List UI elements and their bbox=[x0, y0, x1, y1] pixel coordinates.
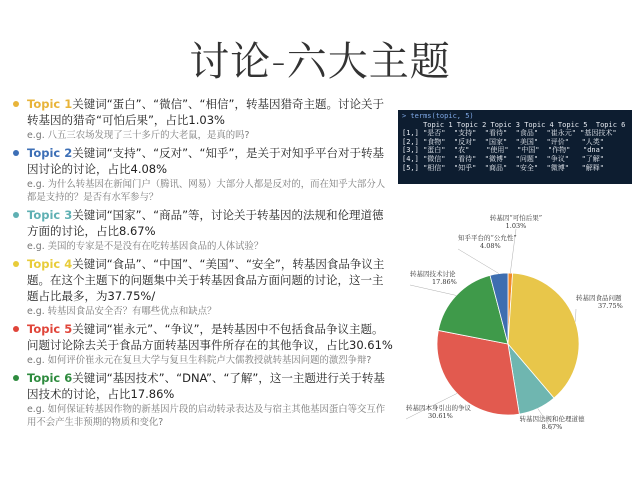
topic-example: e.g. 如何保证转基因作物的新基因片段的启动转录表达及与宿主其他基因蛋白等交互作用不会产生非预期的物质和变化? bbox=[27, 404, 386, 428]
console-row: [1,] "是否" "支持" "看待" "食品" "崔永元" "基因技术" bbox=[402, 129, 617, 138]
topic-text: 关键词“基因技术”、“DNA”、“了解”，这一主题进行关于转基因技术的讨论，占比17.86% bbox=[27, 371, 385, 401]
console-row: [4,] "微信" "看待" "微博" "问题" "争议" "了解" bbox=[402, 154, 605, 163]
topic-item bbox=[13, 321, 393, 367]
topic-item bbox=[13, 256, 393, 318]
topic-tag: Topic 2 bbox=[27, 146, 73, 160]
pie-slice-label: 转基因本身引出的争议 bbox=[406, 404, 471, 412]
topic-item bbox=[13, 370, 393, 429]
r-console-output bbox=[398, 110, 632, 184]
bullet-icon bbox=[13, 212, 19, 218]
topic-description bbox=[27, 321, 393, 353]
bullet-icon bbox=[13, 101, 19, 107]
topic-item bbox=[13, 96, 393, 142]
topic-example: e.g. 八五三农场发现了三十多斤的大老鼠，是真的吗? bbox=[27, 130, 250, 141]
pie-leader-line bbox=[458, 249, 499, 274]
topic-description bbox=[27, 256, 393, 304]
pie-slice-value: 30.61% bbox=[428, 412, 453, 420]
pie-slice-label: 知乎平台的“公允性” bbox=[458, 234, 517, 242]
topic-item bbox=[13, 145, 393, 204]
topic-list bbox=[13, 96, 393, 432]
pie-slice-value: 8.67% bbox=[541, 423, 563, 431]
pie-slice-label: 转基因技术讨论 bbox=[410, 270, 456, 278]
pie-leader-line bbox=[410, 285, 456, 295]
topic-pie-chart bbox=[400, 200, 640, 450]
pie-slice-label: 转基因食品问题 bbox=[576, 294, 622, 302]
topic-description bbox=[27, 370, 393, 402]
bullet-icon bbox=[13, 326, 19, 332]
topic-example: e.g. 美国的专家是不是没有在吃转基因食品的人体试验？ bbox=[27, 241, 264, 252]
bullet-icon bbox=[13, 150, 19, 156]
topic-tag: Topic 1 bbox=[27, 97, 73, 111]
pie-slice-value: 17.86% bbox=[432, 278, 457, 286]
pie-slice-label: 转基因法规和伦理道德 bbox=[519, 415, 585, 423]
console-row: [3,] "蛋白" "农" "使用" "中国" "作物" "dna" bbox=[402, 146, 605, 155]
topic-description bbox=[27, 96, 393, 128]
topic-text: 关键词“崔永元”、“争议”，是转基因中不包括食品争议主题。问题讨论除去关于食品方面转基因事件所存在的其他争议，占比30.61% bbox=[27, 322, 393, 352]
console-command: > terms(topic, 5) bbox=[402, 112, 474, 120]
topic-example: e.g. 转基因食品安全否？有哪些优点和缺点？ bbox=[27, 306, 217, 317]
pie-leader-line bbox=[575, 309, 576, 322]
console-row: [2,] "食物" "反对" "国家" "美国" "评价" "人类" bbox=[402, 137, 605, 146]
topic-text: 关键词“蛋白”、“微信”、“相信”，转基因猎奇主题。讨论关于转基因的猎奇“可怕后果”，占比1.03% bbox=[27, 97, 384, 127]
topic-text: 关键词“食品”、“中国”、“美国”、“安全”，转基因食品争议主题。在这个主题下的问题集中关于转基因食品方面问题的讨论，这一主题占比最多，为37.75%/ bbox=[27, 257, 385, 303]
pie-slice-label: 转基因“可怕后果” bbox=[489, 214, 543, 222]
console-row: [5,] "相信" "知乎" "商品" "安全" "微博" "解释" bbox=[402, 163, 605, 172]
topic-example: e.g. 如何评价崔永元在复旦大学与复旦生科院卢大儒教授就转基因问题的激烈争辩? bbox=[27, 355, 372, 366]
bullet-icon bbox=[13, 261, 19, 267]
pie-slice-value: 4.08% bbox=[480, 242, 501, 250]
pie-slice-value: 37.75% bbox=[598, 302, 623, 310]
topic-example: e.g. 为什么转基因在新闻门户（腾讯、网易）大部分人都是反对的，而在知乎大部分人都是支持的？是否有水军参与？ bbox=[27, 179, 386, 203]
topic-text: 关键词“支持”、“反对”、“知乎”，是关于对知乎平台对于转基因讨论的讨论，占比4.08% bbox=[27, 146, 384, 176]
topic-description bbox=[27, 207, 393, 239]
topic-tag: Topic 5 bbox=[27, 322, 73, 336]
topic-text: 关键词“国家”、“商品”等，讨论关于转基因的法规和伦理道德方面的讨论，占比8.67% bbox=[27, 208, 384, 238]
pie-slice-value: 1.03% bbox=[505, 222, 527, 230]
console-header: Topic 1 Topic 2 Topic 3 Topic 4 Topic 5 Topic 6 bbox=[402, 120, 626, 129]
topic-item bbox=[13, 207, 393, 253]
topic-tag: Topic 4 bbox=[27, 257, 73, 271]
slide-title: 讨论-六大主题 bbox=[189, 39, 451, 85]
topic-tag: Topic 3 bbox=[27, 208, 73, 222]
topic-description bbox=[27, 145, 393, 177]
topic-tag: Topic 6 bbox=[27, 371, 73, 385]
bullet-icon bbox=[13, 375, 19, 381]
